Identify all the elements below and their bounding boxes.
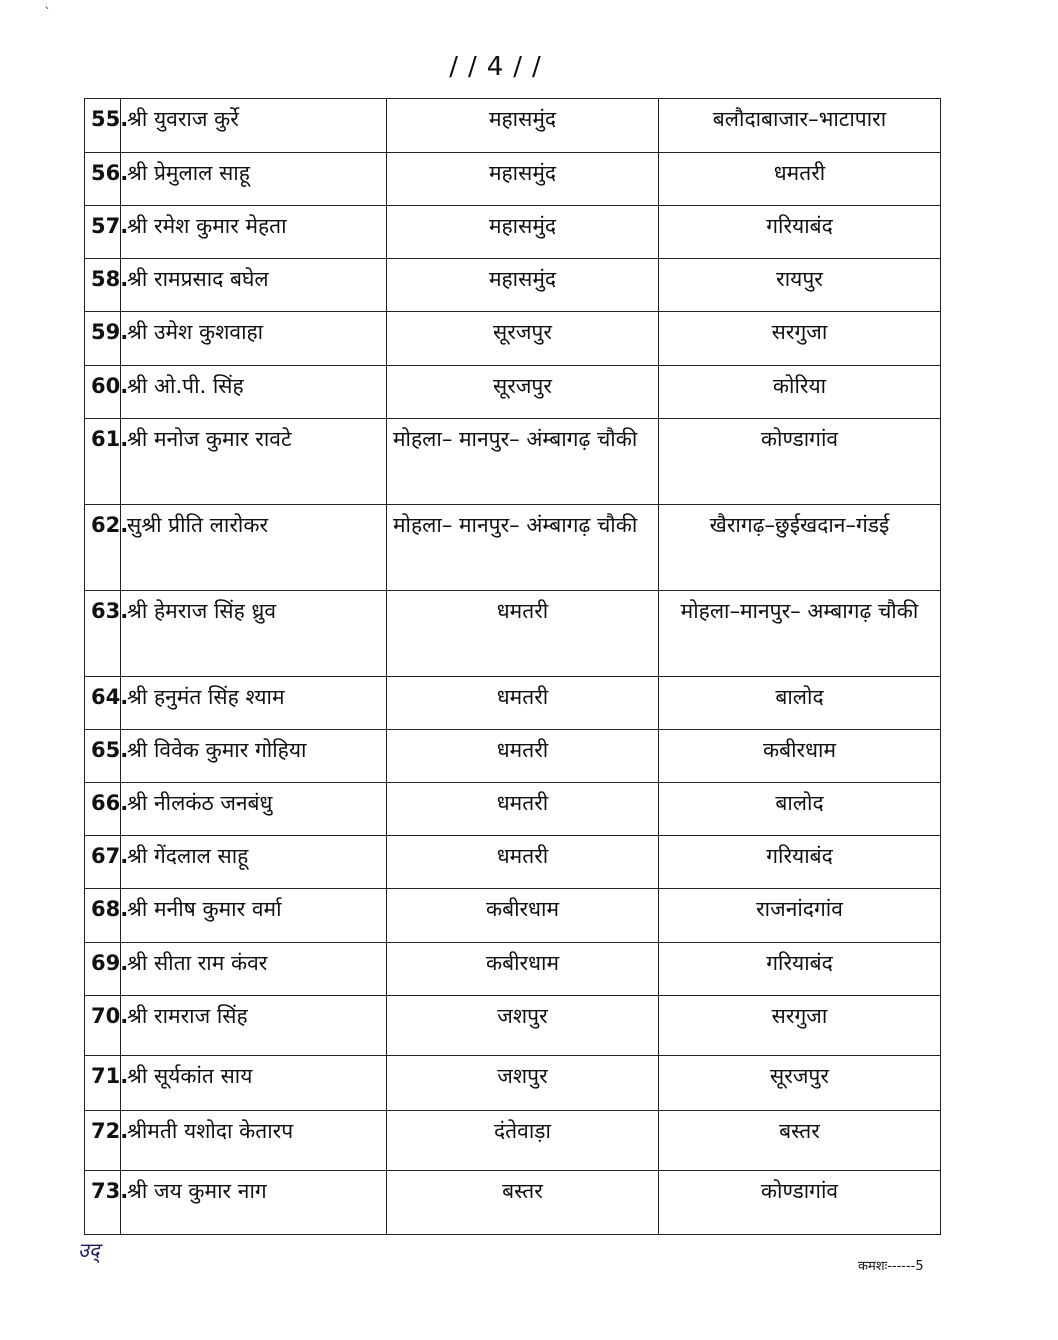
table-row bbox=[85, 153, 941, 206]
new-posting: सरगुजा bbox=[659, 996, 941, 1056]
employee-name: श्री प्रेमुलाल साहू bbox=[121, 153, 387, 206]
serial-number: 70. bbox=[85, 996, 121, 1056]
employee-name: श्री मनोज कुमार रावटे bbox=[121, 419, 387, 505]
current-posting: सूरजपुर bbox=[387, 312, 659, 366]
table-row bbox=[85, 259, 941, 312]
table-row bbox=[85, 889, 941, 943]
employee-name: श्री जय कुमार नाग bbox=[121, 1171, 387, 1235]
current-posting: दंतेवाड़ा bbox=[387, 1111, 659, 1171]
serial-number: 68. bbox=[85, 889, 121, 943]
current-posting: धमतरी bbox=[387, 591, 659, 677]
table-row bbox=[85, 677, 941, 730]
employee-name: श्री ओ.पी. सिंह bbox=[121, 366, 387, 419]
current-posting: धमतरी bbox=[387, 730, 659, 783]
current-posting: महासमुंद bbox=[387, 153, 659, 206]
serial-number: 55. bbox=[85, 99, 121, 153]
employee-name: श्री हेमराज सिंह ध्रुव bbox=[121, 591, 387, 677]
new-posting: बालोद bbox=[659, 783, 941, 836]
employee-name: श्री उमेश कुशवाहा bbox=[121, 312, 387, 366]
new-posting: बस्तर bbox=[659, 1111, 941, 1171]
new-posting: धमतरी bbox=[659, 153, 941, 206]
current-posting: जशपुर bbox=[387, 1056, 659, 1111]
employee-name: श्री विवेक कुमार गोहिया bbox=[121, 730, 387, 783]
table-row bbox=[85, 206, 941, 259]
current-posting: कबीरधाम bbox=[387, 889, 659, 943]
table-row bbox=[85, 836, 941, 889]
current-posting: महासमुंद bbox=[387, 99, 659, 153]
table-row bbox=[85, 1171, 941, 1235]
table-row bbox=[85, 730, 941, 783]
serial-number: 65. bbox=[85, 730, 121, 783]
serial-number: 66. bbox=[85, 783, 121, 836]
current-posting: सूरजपुर bbox=[387, 366, 659, 419]
current-posting: कबीरधाम bbox=[387, 943, 659, 996]
table-row bbox=[85, 1111, 941, 1171]
continued-marker: कमशः------5 bbox=[858, 1259, 924, 1274]
employee-name: श्री मनीष कुमार वर्मा bbox=[121, 889, 387, 943]
serial-number: 57. bbox=[85, 206, 121, 259]
transfer-table bbox=[84, 98, 941, 1235]
new-posting: कोण्डागांव bbox=[659, 419, 941, 505]
current-posting: धमतरी bbox=[387, 836, 659, 889]
new-posting: मोहला–मानपुर– अम्बागढ़ चौकी bbox=[659, 591, 941, 677]
serial-number: 56. bbox=[85, 153, 121, 206]
corner-mark: ˋ bbox=[44, 6, 51, 22]
serial-number: 62. bbox=[85, 505, 121, 591]
serial-number: 63. bbox=[85, 591, 121, 677]
serial-number: 58. bbox=[85, 259, 121, 312]
serial-number: 71. bbox=[85, 1056, 121, 1111]
new-posting: कोण्डागांव bbox=[659, 1171, 941, 1235]
table-row bbox=[85, 419, 941, 505]
employee-name: श्री रामराज सिंह bbox=[121, 996, 387, 1056]
new-posting: गरियाबंद bbox=[659, 836, 941, 889]
table-row bbox=[85, 783, 941, 836]
serial-number: 73. bbox=[85, 1171, 121, 1235]
current-posting: मोहला– मानपुर– अंम्बागढ़ चौकी bbox=[387, 419, 659, 505]
new-posting: कोरिया bbox=[659, 366, 941, 419]
current-posting: मोहला– मानपुर– अंम्बागढ़ चौकी bbox=[387, 505, 659, 591]
new-posting: सरगुजा bbox=[659, 312, 941, 366]
employee-name: सुश्री प्रीति लारोकर bbox=[121, 505, 387, 591]
employee-name: श्री रमेश कुमार मेहता bbox=[121, 206, 387, 259]
new-posting: राजनांदगांव bbox=[659, 889, 941, 943]
current-posting: महासमुंद bbox=[387, 206, 659, 259]
new-posting: कबीरधाम bbox=[659, 730, 941, 783]
serial-number: 67. bbox=[85, 836, 121, 889]
table-row bbox=[85, 996, 941, 1056]
table-row bbox=[85, 99, 941, 153]
current-posting: धमतरी bbox=[387, 783, 659, 836]
employee-name: श्री रामप्रसाद बघेल bbox=[121, 259, 387, 312]
employee-name: श्री नीलकंठ जनबंधु bbox=[121, 783, 387, 836]
new-posting: खैरागढ़–छुईखदान–गंडई bbox=[659, 505, 941, 591]
new-posting: रायपुर bbox=[659, 259, 941, 312]
employee-name: श्रीमती यशोदा केतारप bbox=[121, 1111, 387, 1171]
new-posting: बालोद bbox=[659, 677, 941, 730]
initials-signature: उद् bbox=[78, 1238, 100, 1262]
current-posting: बस्तर bbox=[387, 1171, 659, 1235]
current-posting: जशपुर bbox=[387, 996, 659, 1056]
table-row bbox=[85, 1056, 941, 1111]
serial-number: 64. bbox=[85, 677, 121, 730]
table-row bbox=[85, 505, 941, 591]
serial-number: 72. bbox=[85, 1111, 121, 1171]
table-row bbox=[85, 591, 941, 677]
serial-number: 59. bbox=[85, 312, 121, 366]
employee-name: श्री युवराज कुर्रे bbox=[121, 99, 387, 153]
employee-name: श्री सीता राम कंवर bbox=[121, 943, 387, 996]
new-posting: गरियाबंद bbox=[659, 206, 941, 259]
employee-name: श्री हनुमंत सिंह श्याम bbox=[121, 677, 387, 730]
page-number: //4// bbox=[449, 52, 551, 82]
table-row bbox=[85, 312, 941, 366]
new-posting: सूरजपुर bbox=[659, 1056, 941, 1111]
employee-name: श्री गेंदलाल साहू bbox=[121, 836, 387, 889]
transfer-table-body bbox=[85, 99, 941, 1235]
current-posting: धमतरी bbox=[387, 677, 659, 730]
serial-number: 60. bbox=[85, 366, 121, 419]
employee-name: श्री सूर्यकांत साय bbox=[121, 1056, 387, 1111]
serial-number: 69. bbox=[85, 943, 121, 996]
table-row bbox=[85, 366, 941, 419]
new-posting: बलौदाबाजार–भाटापारा bbox=[659, 99, 941, 153]
serial-number: 61. bbox=[85, 419, 121, 505]
current-posting: महासमुंद bbox=[387, 259, 659, 312]
table-row bbox=[85, 943, 941, 996]
new-posting: गरियाबंद bbox=[659, 943, 941, 996]
